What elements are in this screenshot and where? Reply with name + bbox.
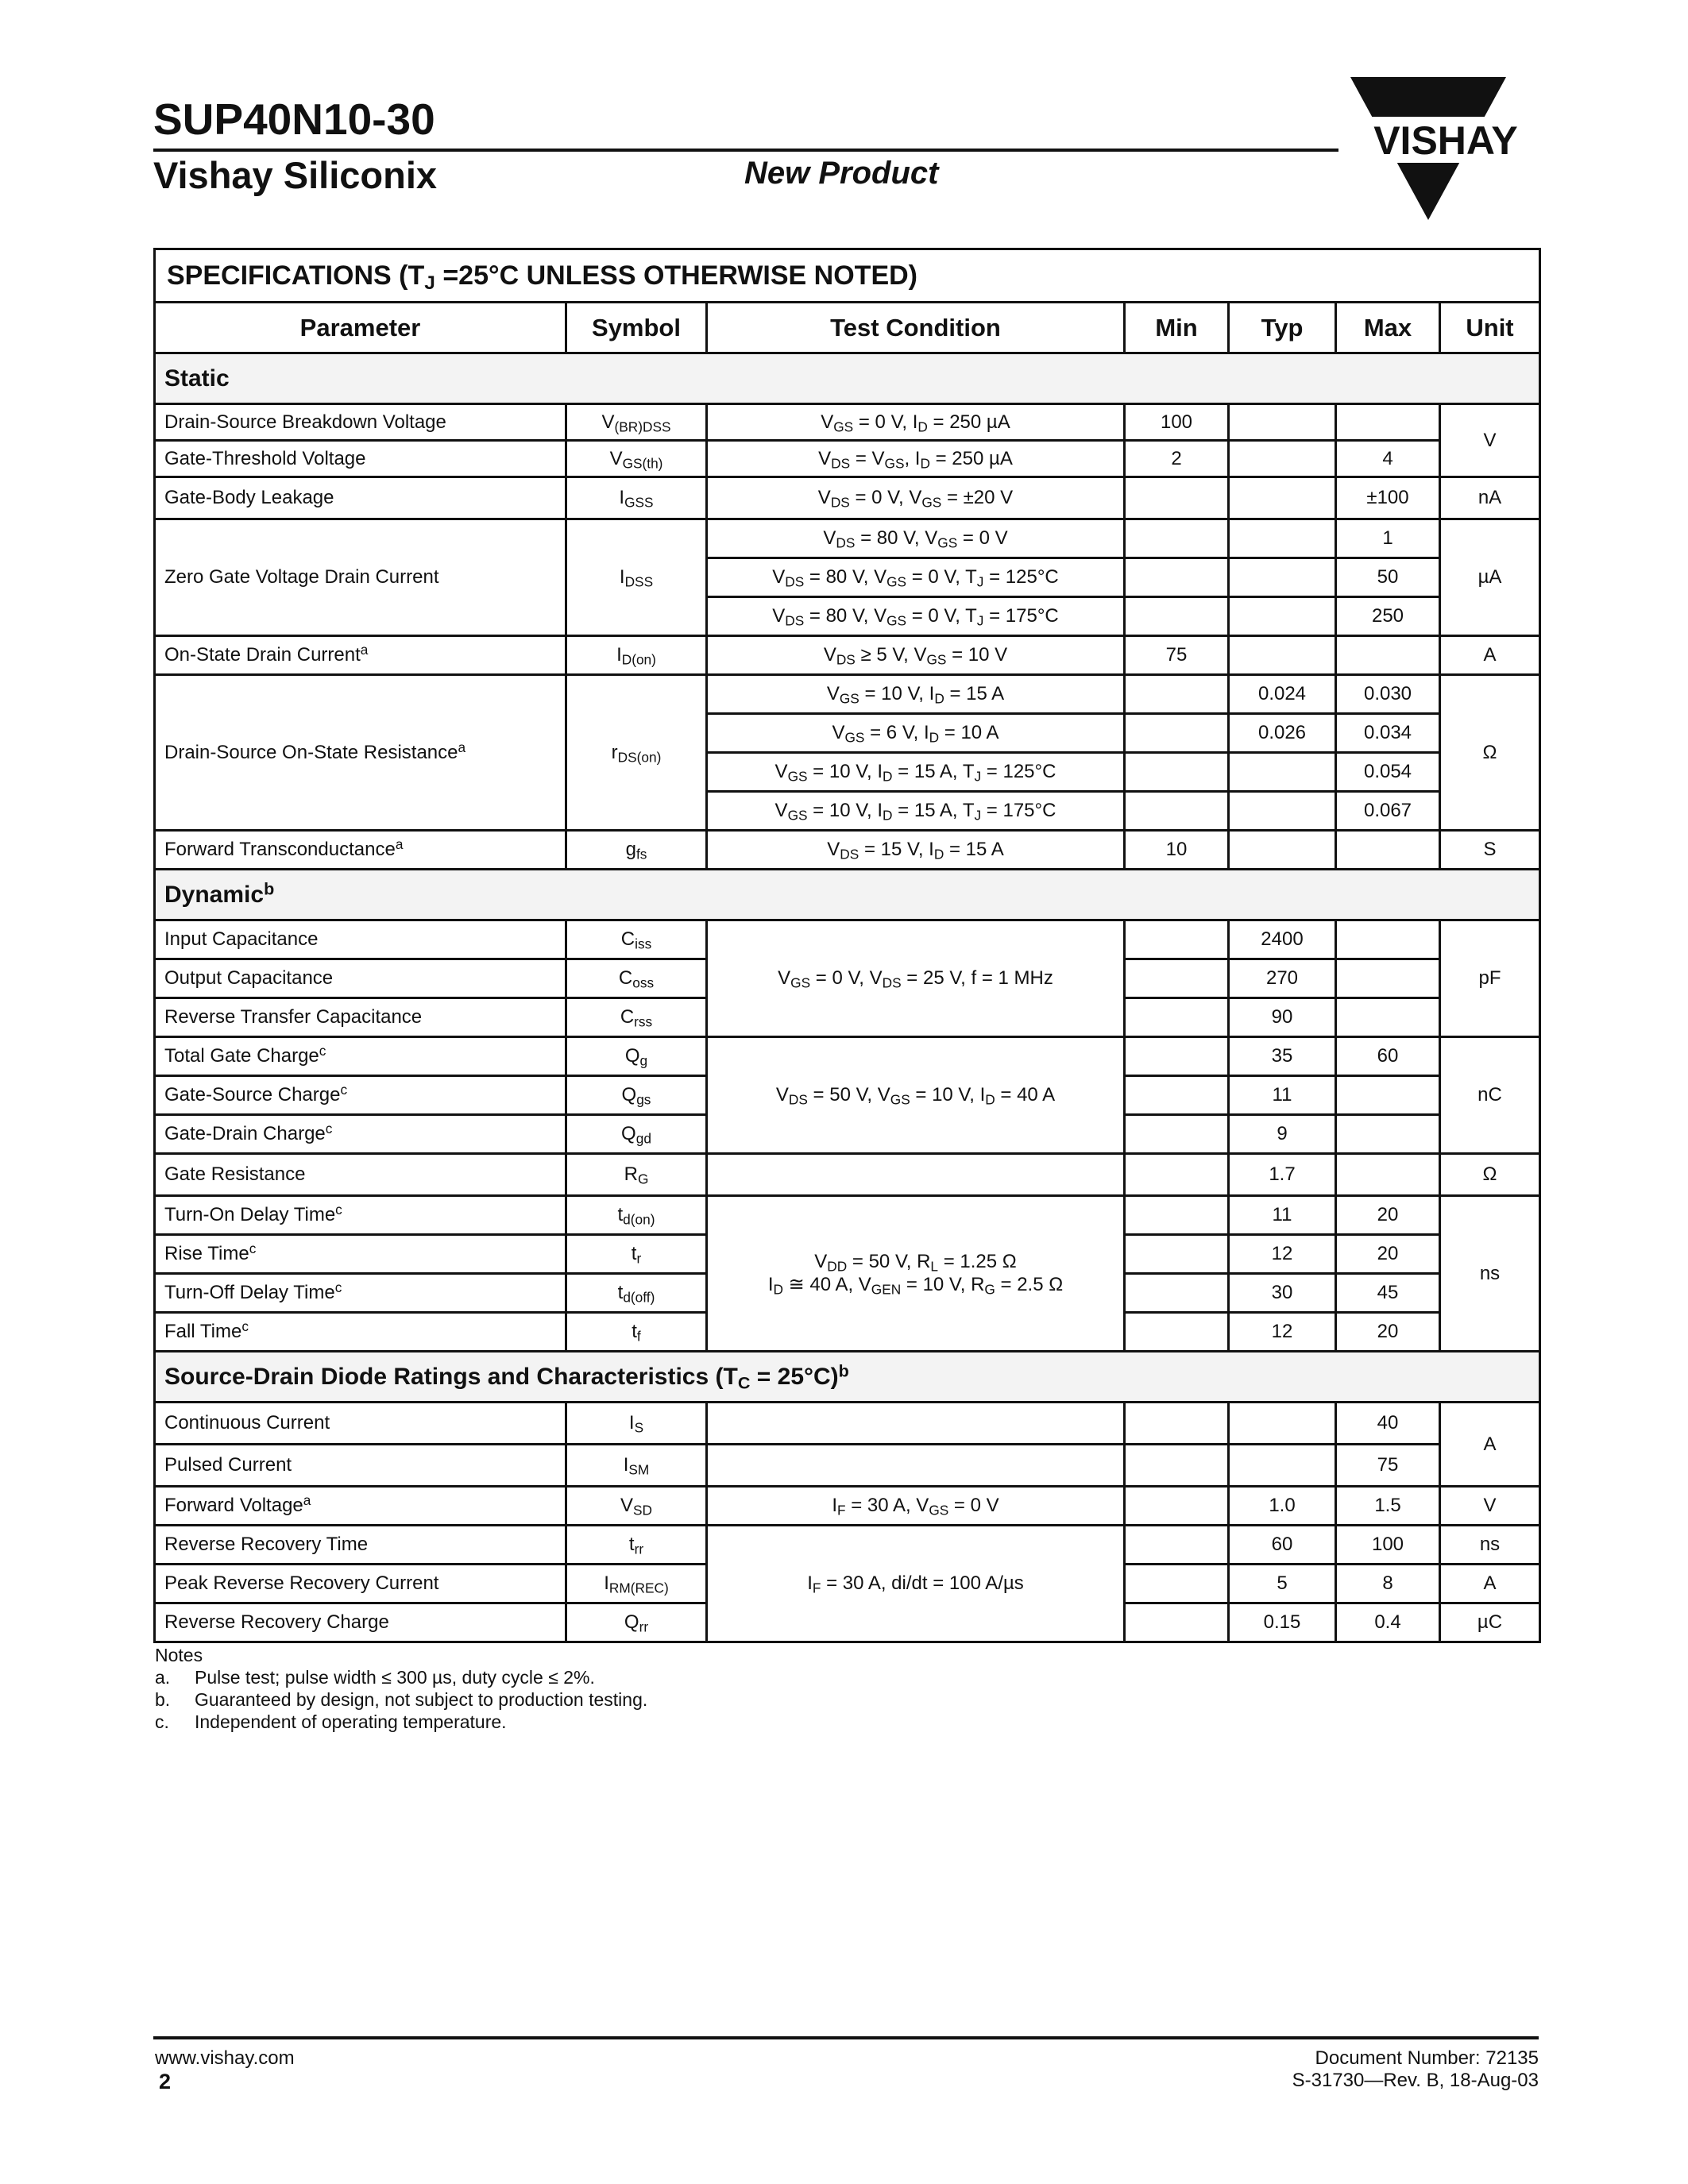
unit-cell: V [1440, 1487, 1540, 1526]
col-header-test-condition: Test Condition [707, 303, 1125, 353]
symbol-cell: $r_{DS(on)}$ [566, 675, 707, 831]
unit-cell: A [1440, 1403, 1540, 1487]
typ-cell [1229, 831, 1336, 870]
condition-cell [707, 1445, 1125, 1487]
symbol-cell: $R_G$ [566, 1154, 707, 1196]
max-cell: 50 [1336, 558, 1440, 597]
max-cell: 20 [1336, 1313, 1440, 1352]
footer-website-link[interactable]: www.vishay.com [155, 2047, 295, 2069]
typ-cell [1229, 792, 1336, 831]
page-number: 2 [159, 2070, 172, 2093]
symbol-cell: $g_{fs}$ [566, 831, 707, 870]
specifications-table [153, 248, 1541, 1643]
symbol-cell: $V_{(BR)DSS}$ [566, 404, 707, 441]
min-cell [1125, 1115, 1229, 1154]
max-cell [1336, 920, 1440, 959]
min-cell [1125, 675, 1229, 714]
symbol-cell: $Q_{rr}$ [566, 1603, 707, 1642]
symbol-cell: $t_f$ [566, 1313, 707, 1352]
max-cell: ±100 [1336, 477, 1440, 519]
max-cell: 1.5 [1336, 1487, 1440, 1526]
typ-cell: 0.15 [1229, 1603, 1336, 1642]
unit-cell: V [1440, 404, 1540, 477]
condition-cell: $V_{DS} = 15$ V, $I_D = 15$ A [707, 831, 1125, 870]
unit-cell: nC [1440, 1037, 1540, 1154]
typ-cell: 1.0 [1229, 1487, 1336, 1526]
typ-cell: 2400 [1229, 920, 1336, 959]
typ-cell [1229, 441, 1336, 477]
typ-cell [1229, 597, 1336, 636]
symbol-cell: $V_{SD}$ [566, 1487, 707, 1526]
section-static: Static [155, 353, 1540, 404]
min-cell [1125, 998, 1229, 1037]
param-cell: On-State Drain Current$^a$ [155, 636, 566, 675]
min-cell [1125, 1154, 1229, 1196]
company-name: Vishay Siliconix [153, 154, 438, 196]
min-cell [1125, 959, 1229, 998]
min-cell: 75 [1125, 636, 1229, 675]
logo-text: VISHAY [1373, 118, 1518, 163]
param-cell: Reverse Recovery Time [155, 1526, 566, 1565]
param-cell: Peak Reverse Recovery Current [155, 1565, 566, 1603]
min-cell: 2 [1125, 441, 1229, 477]
min-cell [1125, 1445, 1229, 1487]
unit-cell: A [1440, 1565, 1540, 1603]
typ-cell [1229, 477, 1336, 519]
param-cell: Drain-Source Breakdown Voltage [155, 404, 566, 441]
symbol-cell: $t_{d(off)}$ [566, 1274, 707, 1313]
condition-cell: $V_{GS} = 0$ V, $I_D = 250$ µA [707, 404, 1125, 441]
typ-cell: 12 [1229, 1235, 1336, 1274]
max-cell: 4 [1336, 441, 1440, 477]
max-cell: 8 [1336, 1565, 1440, 1603]
symbol-cell: $I_{SM}$ [566, 1445, 707, 1487]
typ-cell: 270 [1229, 959, 1336, 998]
condition-cell: $V_{DS} = 0$ V, $V_{GS} = \pm 20$ V [707, 477, 1125, 519]
notes-heading: Notes [155, 1645, 203, 1665]
min-cell [1125, 1196, 1229, 1235]
typ-cell: 1.7 [1229, 1154, 1336, 1196]
max-cell: 45 [1336, 1274, 1440, 1313]
min-cell [1125, 1565, 1229, 1603]
min-cell [1125, 1076, 1229, 1115]
min-cell [1125, 1037, 1229, 1076]
col-header-unit: Unit [1440, 303, 1540, 353]
param-cell: Total Gate Charge$^c$ [155, 1037, 566, 1076]
symbol-cell: $C_{oss}$ [566, 959, 707, 998]
unit-cell: Ω [1440, 1154, 1540, 1196]
param-cell: Input Capacitance [155, 920, 566, 959]
section-dynamic: Dynamic$^b$ [155, 870, 1540, 920]
param-cell: Gate-Body Leakage [155, 477, 566, 519]
symbol-cell: $I_{DSS}$ [566, 519, 707, 636]
max-cell [1336, 959, 1440, 998]
min-cell [1125, 597, 1229, 636]
min-cell [1125, 1487, 1229, 1526]
notes [155, 1644, 647, 1733]
condition-cell: $V_{DS} \ge 5$ V, $V_{GS} = 10$ V [707, 636, 1125, 675]
col-header-typ: Typ [1229, 303, 1336, 353]
typ-cell [1229, 519, 1336, 558]
param-cell: Reverse Recovery Charge [155, 1603, 566, 1642]
param-cell: Drain-Source On-State Resistance$^a$ [155, 675, 566, 831]
unit-cell: ns [1440, 1526, 1540, 1565]
symbol-cell: $I_S$ [566, 1403, 707, 1445]
document-number: Document Number: 72135 [1315, 2047, 1539, 2069]
max-cell: 0.067 [1336, 792, 1440, 831]
symbol-cell: $Q_g$ [566, 1037, 707, 1076]
condition-cell: $V_{DS} = V_{GS}$, $I_D = 250$ µA [707, 441, 1125, 477]
min-cell [1125, 1235, 1229, 1274]
typ-cell: 5 [1229, 1565, 1336, 1603]
note-text: Guaranteed by design, not subject to production testing. [195, 1689, 648, 1710]
max-cell: 0.4 [1336, 1603, 1440, 1642]
param-cell: Zero Gate Voltage Drain Current [155, 519, 566, 636]
revision-info: S-31730—Rev. B, 18-Aug-03 [1292, 2070, 1539, 2091]
symbol-cell: $V_{GS(th)}$ [566, 441, 707, 477]
table-title: SPECIFICATIONS ($T_J =25^\circ C$ UNLESS OTHERWISE NOTED) [155, 249, 1540, 303]
condition-cell [707, 1154, 1125, 1196]
vishay-logo [1350, 77, 1541, 228]
max-cell: 0.034 [1336, 714, 1440, 753]
param-cell: Fall Time$^c$ [155, 1313, 566, 1352]
unit-cell: A [1440, 636, 1540, 675]
note-key: b. [155, 1689, 171, 1710]
symbol-cell: $t_{rr}$ [566, 1526, 707, 1565]
param-cell: Continuous Current [155, 1403, 566, 1445]
condition-cell: $V_{DS} = 80$ V, $V_{GS} = 0$ V, $T_J = 175^\circ C$ [707, 597, 1125, 636]
typ-cell: 11 [1229, 1196, 1336, 1235]
col-header-parameter: Parameter [155, 303, 566, 353]
min-cell [1125, 1526, 1229, 1565]
part-number-title: SUP40N10-30 [153, 95, 435, 144]
max-cell: 40 [1336, 1403, 1440, 1445]
typ-cell [1229, 404, 1336, 441]
typ-cell [1229, 1445, 1336, 1487]
max-cell: 100 [1336, 1526, 1440, 1565]
unit-cell: pF [1440, 920, 1540, 1037]
condition-cell: $V_{DD} = 50$ V, $R_L = 1.25$ Ω $I_D$ ≅ 40 A, $V_{GEN} = 10$ V, $R_G = 2.5$ Ω [707, 1196, 1125, 1352]
symbol-cell: $t_r$ [566, 1235, 707, 1274]
note-item [155, 1666, 647, 1688]
typ-cell: 90 [1229, 998, 1336, 1037]
note-key: a. [155, 1667, 171, 1688]
param-cell: Gate-Source Charge$^c$ [155, 1076, 566, 1115]
min-cell [1125, 1313, 1229, 1352]
symbol-cell: $C_{rss}$ [566, 998, 707, 1037]
note-key: c. [155, 1711, 169, 1732]
max-cell [1336, 998, 1440, 1037]
symbol-cell: $Q_{gd}$ [566, 1115, 707, 1154]
condition-cell: $V_{GS} = 10$ V, $I_D = 15$ A, $T_J = 175^\circ C$ [707, 792, 1125, 831]
footer-rule [153, 2036, 1539, 2039]
max-cell: 1 [1336, 519, 1440, 558]
condition-cell: $V_{GS} = 0$ V, $V_{DS} = 25$ V, f = 1 MHz [707, 920, 1125, 1037]
new-product-tag: New Product [744, 156, 939, 191]
min-cell: 10 [1125, 831, 1229, 870]
typ-cell [1229, 636, 1336, 675]
unit-cell: ns [1440, 1196, 1540, 1352]
typ-cell: 30 [1229, 1274, 1336, 1313]
min-cell [1125, 753, 1229, 792]
min-cell [1125, 920, 1229, 959]
typ-cell: 35 [1229, 1037, 1336, 1076]
param-cell: Gate Resistance [155, 1154, 566, 1196]
symbol-cell: $I_{RM(REC)}$ [566, 1565, 707, 1603]
typ-cell: 12 [1229, 1313, 1336, 1352]
min-cell [1125, 1603, 1229, 1642]
col-header-symbol: Symbol [566, 303, 707, 353]
param-cell: Rise Time$^c$ [155, 1235, 566, 1274]
condition-cell: $V_{GS} = 10$ V, $I_D = 15$ A, $T_J = 125^\circ C$ [707, 753, 1125, 792]
condition-cell: $V_{GS} = 10$ V, $I_D = 15$ A [707, 675, 1125, 714]
param-cell: Gate-Threshold Voltage [155, 441, 566, 477]
note-item [155, 1688, 647, 1711]
max-cell [1336, 831, 1440, 870]
symbol-cell: $Q_{gs}$ [566, 1076, 707, 1115]
condition-cell: $V_{GS} = 6$ V, $I_D = 10$ A [707, 714, 1125, 753]
unit-cell: Ω [1440, 675, 1540, 831]
note-text: Independent of operating temperature. [195, 1711, 507, 1732]
unit-cell: S [1440, 831, 1540, 870]
param-cell: Forward Transconductance$^a$ [155, 831, 566, 870]
param-cell: Pulsed Current [155, 1445, 566, 1487]
condition-cell: $I_F = 30$ A, di/dt = 100 A/µs [707, 1526, 1125, 1642]
typ-cell: 60 [1229, 1526, 1336, 1565]
param-cell: Reverse Transfer Capacitance [155, 998, 566, 1037]
param-cell: Gate-Drain Charge$^c$ [155, 1115, 566, 1154]
typ-cell: 0.026 [1229, 714, 1336, 753]
min-cell [1125, 477, 1229, 519]
condition-cell: $V_{DS} = 80$ V, $V_{GS} = 0$ V [707, 519, 1125, 558]
min-cell [1125, 558, 1229, 597]
unit-cell: µA [1440, 519, 1540, 636]
symbol-cell: $I_{D(on)}$ [566, 636, 707, 675]
min-cell [1125, 1274, 1229, 1313]
symbol-cell: $t_{d(on)}$ [566, 1196, 707, 1235]
typ-cell [1229, 1403, 1336, 1445]
max-cell [1336, 404, 1440, 441]
condition-cell: $I_F = 30$ A, $V_{GS} = 0$ V [707, 1487, 1125, 1526]
param-cell: Forward Voltage$^a$ [155, 1487, 566, 1526]
max-cell: 60 [1336, 1037, 1440, 1076]
max-cell [1336, 1154, 1440, 1196]
max-cell [1336, 636, 1440, 675]
note-item [155, 1711, 647, 1733]
min-cell [1125, 792, 1229, 831]
max-cell: 0.054 [1336, 753, 1440, 792]
max-cell: 20 [1336, 1196, 1440, 1235]
typ-cell: 9 [1229, 1115, 1336, 1154]
col-header-max: Max [1336, 303, 1440, 353]
max-cell: 250 [1336, 597, 1440, 636]
unit-cell: µC [1440, 1603, 1540, 1642]
condition-cell: $V_{DS} = 50$ V, $V_{GS} = 10$ V, $I_D = 40$ A [707, 1037, 1125, 1154]
col-header-min: Min [1125, 303, 1229, 353]
header-rule [153, 149, 1338, 152]
typ-cell [1229, 753, 1336, 792]
condition-cell [707, 1403, 1125, 1445]
max-cell: 75 [1336, 1445, 1440, 1487]
min-cell [1125, 714, 1229, 753]
min-cell [1125, 1403, 1229, 1445]
section-source-drain-diode: Source-Drain Diode Ratings and Characteristics $(T_C = 25^\circ C)^b$ [155, 1352, 1540, 1403]
param-cell: Output Capacitance [155, 959, 566, 998]
note-text: Pulse test; pulse width ≤ 300 µs, duty cycle ≤ 2%. [195, 1667, 595, 1688]
typ-cell: 11 [1229, 1076, 1336, 1115]
condition-cell: $V_{DS} = 80$ V, $V_{GS} = 0$ V, $T_J = 125^\circ C$ [707, 558, 1125, 597]
param-cell: Turn-Off Delay Time$^c$ [155, 1274, 566, 1313]
max-cell [1336, 1115, 1440, 1154]
typ-cell [1229, 558, 1336, 597]
max-cell [1336, 1076, 1440, 1115]
unit-cell: nA [1440, 477, 1540, 519]
min-cell [1125, 519, 1229, 558]
symbol-cell: $I_{GSS}$ [566, 477, 707, 519]
max-cell: 20 [1336, 1235, 1440, 1274]
min-cell: 100 [1125, 404, 1229, 441]
symbol-cell: $C_{iss}$ [566, 920, 707, 959]
typ-cell: 0.024 [1229, 675, 1336, 714]
param-cell: Turn-On Delay Time$^c$ [155, 1196, 566, 1235]
max-cell: 0.030 [1336, 675, 1440, 714]
